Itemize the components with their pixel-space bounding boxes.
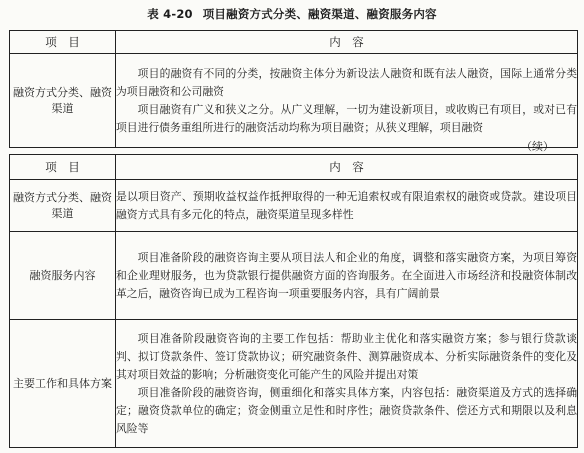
table-title: 项目融资方式分类、融资渠道、融资服务内容 (202, 7, 437, 21)
column-header-content: 内 容 (116, 31, 578, 54)
row-label: 融资方式分类、融资渠道 (10, 180, 116, 232)
column-header-item: 项 目 (10, 155, 116, 180)
table-header-row (10, 155, 578, 180)
paragraph: 项目准备阶段的融资咨询，侧重细化和落实具体方案，内容包括：融资渠道及方式的选择确定；融资贷款单位的确定；资金侧重立足性和时序性；融资贷款条件、偿还方式和期限以及利息风险等 (116, 385, 577, 435)
row-label: 融资服务内容 (10, 232, 116, 320)
row-label: 融资方式分类、融资渠道 (10, 54, 116, 148)
paragraph: 项目的融资有不同的分类，按融资主体分为新设法人融资和既有法人融资，国际上通常分类为项目融资和公司融资 (116, 66, 577, 98)
row-label: 主要工作和具体方案 (10, 320, 116, 448)
table-row (10, 320, 578, 448)
row-content (116, 180, 578, 232)
continued-label: （续） (521, 140, 554, 153)
table-row (10, 180, 578, 232)
column-header-item: 项 目 (10, 31, 116, 54)
table-part-1 (9, 30, 578, 148)
paragraph: 项目准备阶段融资咨询的主要工作包括：帮助业主优化和落实融资方案；参与银行贷款谈判、拟订贷款条件、签订贷款协议；研究融资条件、测算融资成本、分析实际融资条件的变化及其对项目效益的影响；分析融资变化可能产生的风险并提出对策 (116, 331, 577, 381)
column-header-content: 内 容 (116, 155, 578, 180)
paragraph: 项目融资有广义和狭义之分。从广义理解，一切为建设新项目，或收购已有项目，或对已有项目进行债务重组所进行的融资活动均称为项目融资；从狭义理解，项目融资 (116, 102, 577, 134)
table-row (10, 54, 578, 148)
table-caption (0, 6, 584, 22)
table-header-row (10, 31, 578, 54)
paragraph: 是以项目资产、预期收益权益作抵押取得的一种无追索权或有限追索权的融资或贷款。建设项目融资方式具有多元化的特点，融资渠道呈现多样性 (116, 189, 577, 221)
table-number: 表 4-20 (147, 7, 193, 21)
row-content (116, 320, 578, 448)
row-content (116, 232, 578, 320)
table-part-2 (9, 154, 578, 448)
paragraph: 项目准备阶段的融资咨询主要从项目法人和企业的角度，调整和落实融资方案，为项目筹资和企业理财服务，也为贷款银行提供融资方面的咨询服务。在全面进入市场经济和投融资体制改革之后，融资咨询已成为工程咨询一项重要服务内容，具有广阔前景 (116, 250, 577, 300)
table-row (10, 232, 578, 320)
row-content (116, 54, 578, 148)
